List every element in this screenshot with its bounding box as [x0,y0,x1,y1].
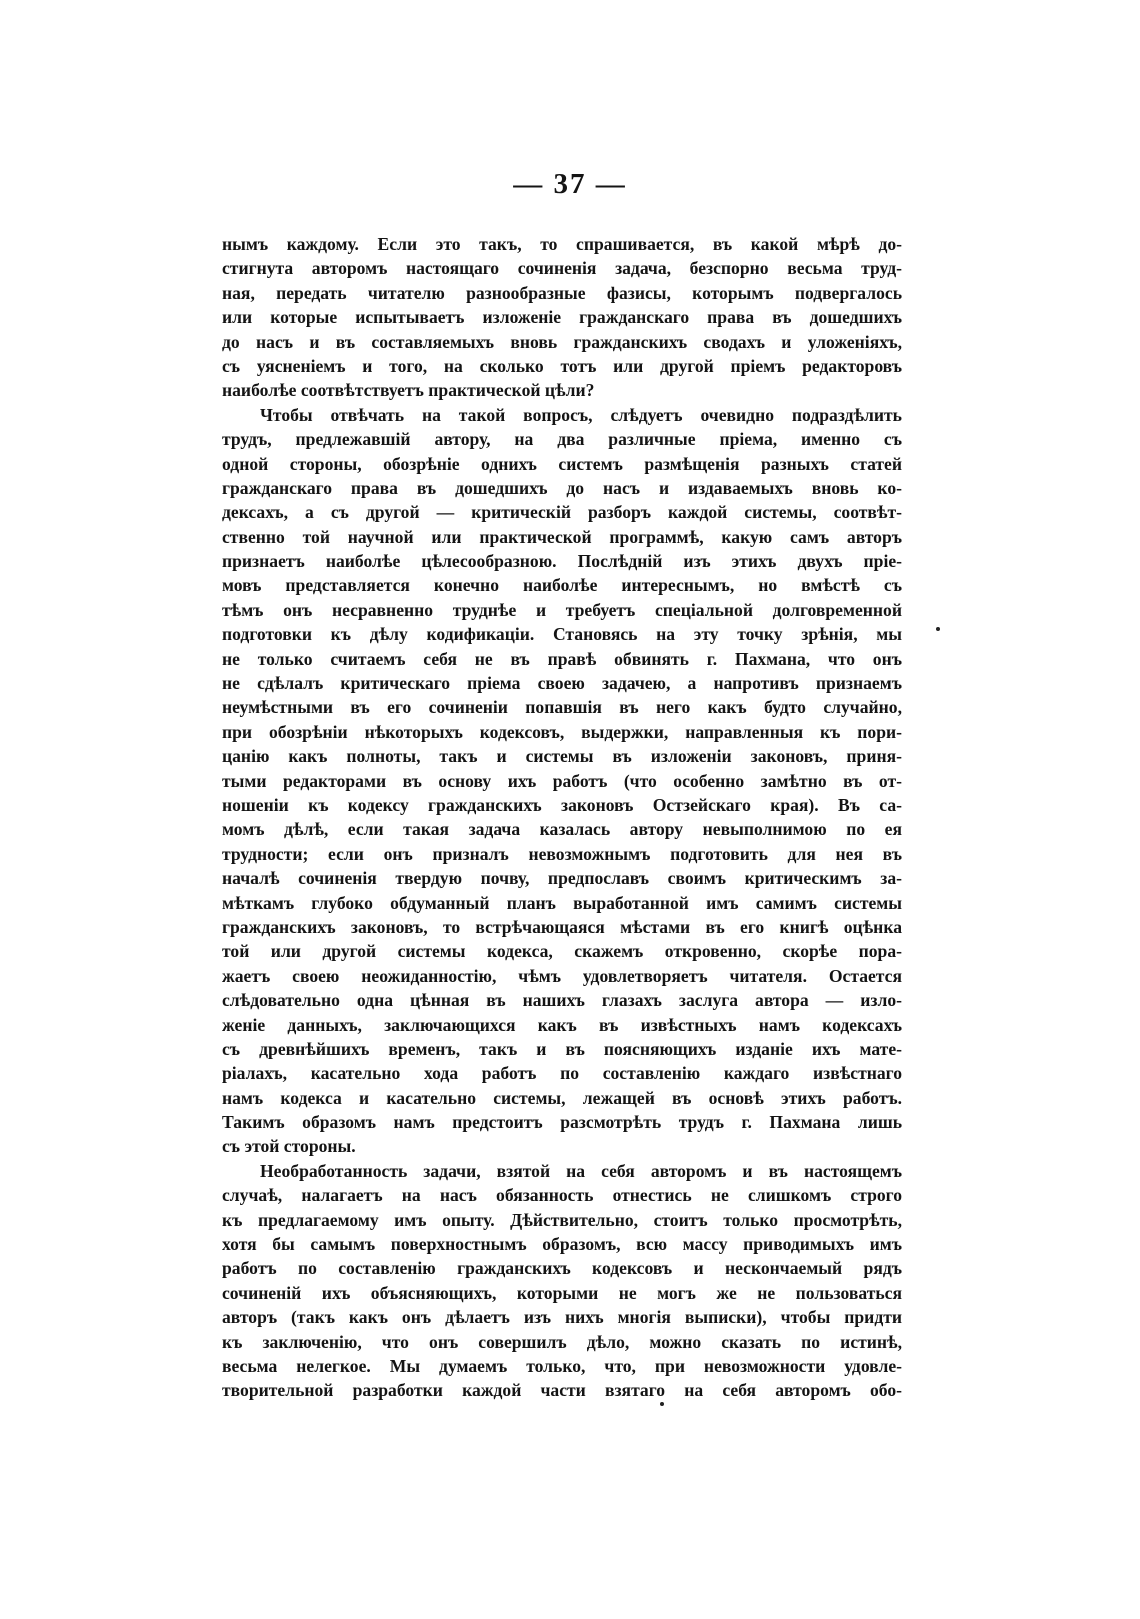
scan-speck [660,1402,664,1406]
text-line: творительной разработки каждой части взятаго на себя авторомъ обо- [222,1380,902,1401]
text-line: ношеніи къ кодексу гражданскихъ законовъ Остзейскаго края). Въ са- [222,794,902,815]
page-number: — 37 — [513,168,627,200]
text-line: съ древнѣйшихъ временъ, такъ и въ поясняющихъ изданіе ихъ мате- [222,1038,902,1059]
text-line: намъ кодекса и касательно системы, лежащей въ основѣ этихъ работъ. [222,1087,902,1108]
text-line: трудности; если онъ призналъ невозможнымъ подготовить для нея въ [222,843,902,864]
text-line: стигнута авторомъ настоящаго сочиненія задача, безспорно весьма труд- [222,258,902,279]
text-line: дексахъ, а съ другой — критическій разборъ каждой системы, соотвѣт- [222,502,902,523]
body-text [222,232,902,1403]
text-line: гражданскихъ законовъ, то встрѣчающаяся мѣстами въ его книгѣ оцѣнка [222,916,902,937]
text-line: жаетъ своею неожиданностію, чѣмъ удовлетворяетъ читателя. Остается [222,965,902,986]
text-line: ная, передать читателю разнообразные фазисы, которымъ подвергалось [222,282,902,303]
text-line: тыми редакторами въ основу ихъ работъ (что особенно замѣтно въ от- [222,770,902,791]
paragraph-2 [222,403,902,1159]
text-line: ственно той научной или практической программѣ, какую самъ авторъ [222,526,902,547]
text-line: гражданскаго права въ дошедшихъ до насъ и издаваемыхъ вновь ко- [222,477,902,498]
text-line: одной стороны, обозрѣніе однихъ системъ размѣщенія разныхъ статей [222,453,902,474]
text-line: Такимъ образомъ намъ предстоитъ разсмотрѣть трудъ г. Пахмана лишь [222,1112,902,1133]
text-line: при обозрѣніи нѣкоторыхъ кодексовъ, выдержки, направленныя къ пори- [222,721,902,742]
paragraph-3 [222,1159,902,1403]
text-line: авторъ (такъ какъ онъ дѣлаетъ изъ нихъ многія выписки), чтобы придти [222,1307,902,1328]
text-line: женіе данныхъ, заключающихся какъ въ извѣстныхъ намъ кодексахъ [222,1014,902,1035]
text-line: Необработанность задачи, взятой на себя авторомъ и въ настоящемъ [260,1160,902,1181]
text-line: или которые испытываетъ изложеніе гражданскаго права въ дошедшихъ [222,307,902,328]
text-line: работъ по составленію гражданскихъ кодексовъ и нескончаемый рядъ [222,1258,902,1279]
text-line: слѣдовательно одна цѣнная въ нашихъ глазахъ заслуга автора — изло- [222,990,902,1011]
text-line: цанію какъ полноты, такъ и системы въ изложеніи законовъ, приня- [222,746,902,767]
text-line: къ предлагаемому имъ опыту. Дѣйствительно, стоитъ только просмотрѣть, [222,1209,902,1230]
text-line: къ заключенію, что онъ совершилъ дѣло, можно сказать по истинѣ, [222,1331,902,1352]
text-line: случаѣ, налагаетъ на насъ обязанность отнестись не слишкомъ строго [222,1185,902,1206]
text-line: хотя бы самымъ поверхностнымъ образомъ, всю массу приводимыхъ имъ [222,1234,902,1255]
text-line: неумѣстными въ его сочиненіи попавшія въ него какъ будто случайно, [222,697,902,718]
text-line: тѣмъ онъ несравненно труднѣе и требуетъ спеціальной долговременной [222,599,902,620]
paragraph-1 [222,232,902,403]
text-line: сочиненій ихъ объясняющихъ, которыми не могъ же не пользоваться [222,1282,902,1303]
text-line: Чтобы отвѣчать на такой вопросъ, слѣдуетъ очевидно подраздѣлить [260,404,902,425]
text-line: ріалахъ, касательно хода работъ по составленію каждаго извѣстнаго [222,1063,902,1084]
text-line: наиболѣе соотвѣтствуетъ практической цѣли? [222,380,595,401]
text-line: весьма нелегкое. Мы думаемъ только, что, при невозможности удовле- [222,1355,902,1376]
text-line: нымъ каждому. Если это такъ, то спрашивается, въ какой мѣрѣ до- [222,234,902,254]
text-line: подготовки къ дѣлу кодификаціи. Становясь на эту точку зрѣнія, мы [222,624,902,645]
text-line: признаетъ наиболѣе цѣлесообразною. Послѣдній изъ этихъ двухъ пріе- [222,551,902,572]
text-line: трудъ, предлежавшій автору, на два различные пріема, именно съ [222,429,902,450]
text-line: момъ дѣлѣ, если такая задача казалась автору невыполнимою по ея [222,819,902,840]
text-line: мѣткамъ глубоко обдуманный планъ выработанной имъ самимъ системы [222,892,902,913]
text-line: не сдѣлалъ критическаго пріема своею задачею, а напротивъ признаемъ [222,673,902,694]
text-line: съ уясненіемъ и того, на сколько тотъ или другой пріемъ редакторовъ [222,355,902,376]
text-line: мовъ представляется конечно наиболѣе интереснымъ, но вмѣстѣ съ [222,575,902,596]
scan-speck [936,627,940,631]
text-line: той или другой системы кодекса, скажемъ откровенно, скорѣе пора- [222,941,902,962]
text-line: началѣ сочиненія твердую почву, предпославъ своимъ критическимъ за- [222,868,902,889]
text-line: до насъ и въ составляемыхъ вновь гражданскихъ сводахъ и уложеніяхъ, [222,331,902,352]
text-line: съ этой стороны. [222,1136,356,1157]
text-line: не только считаемъ себя не въ правѣ обвинять г. Пахмана, что онъ [222,648,902,669]
